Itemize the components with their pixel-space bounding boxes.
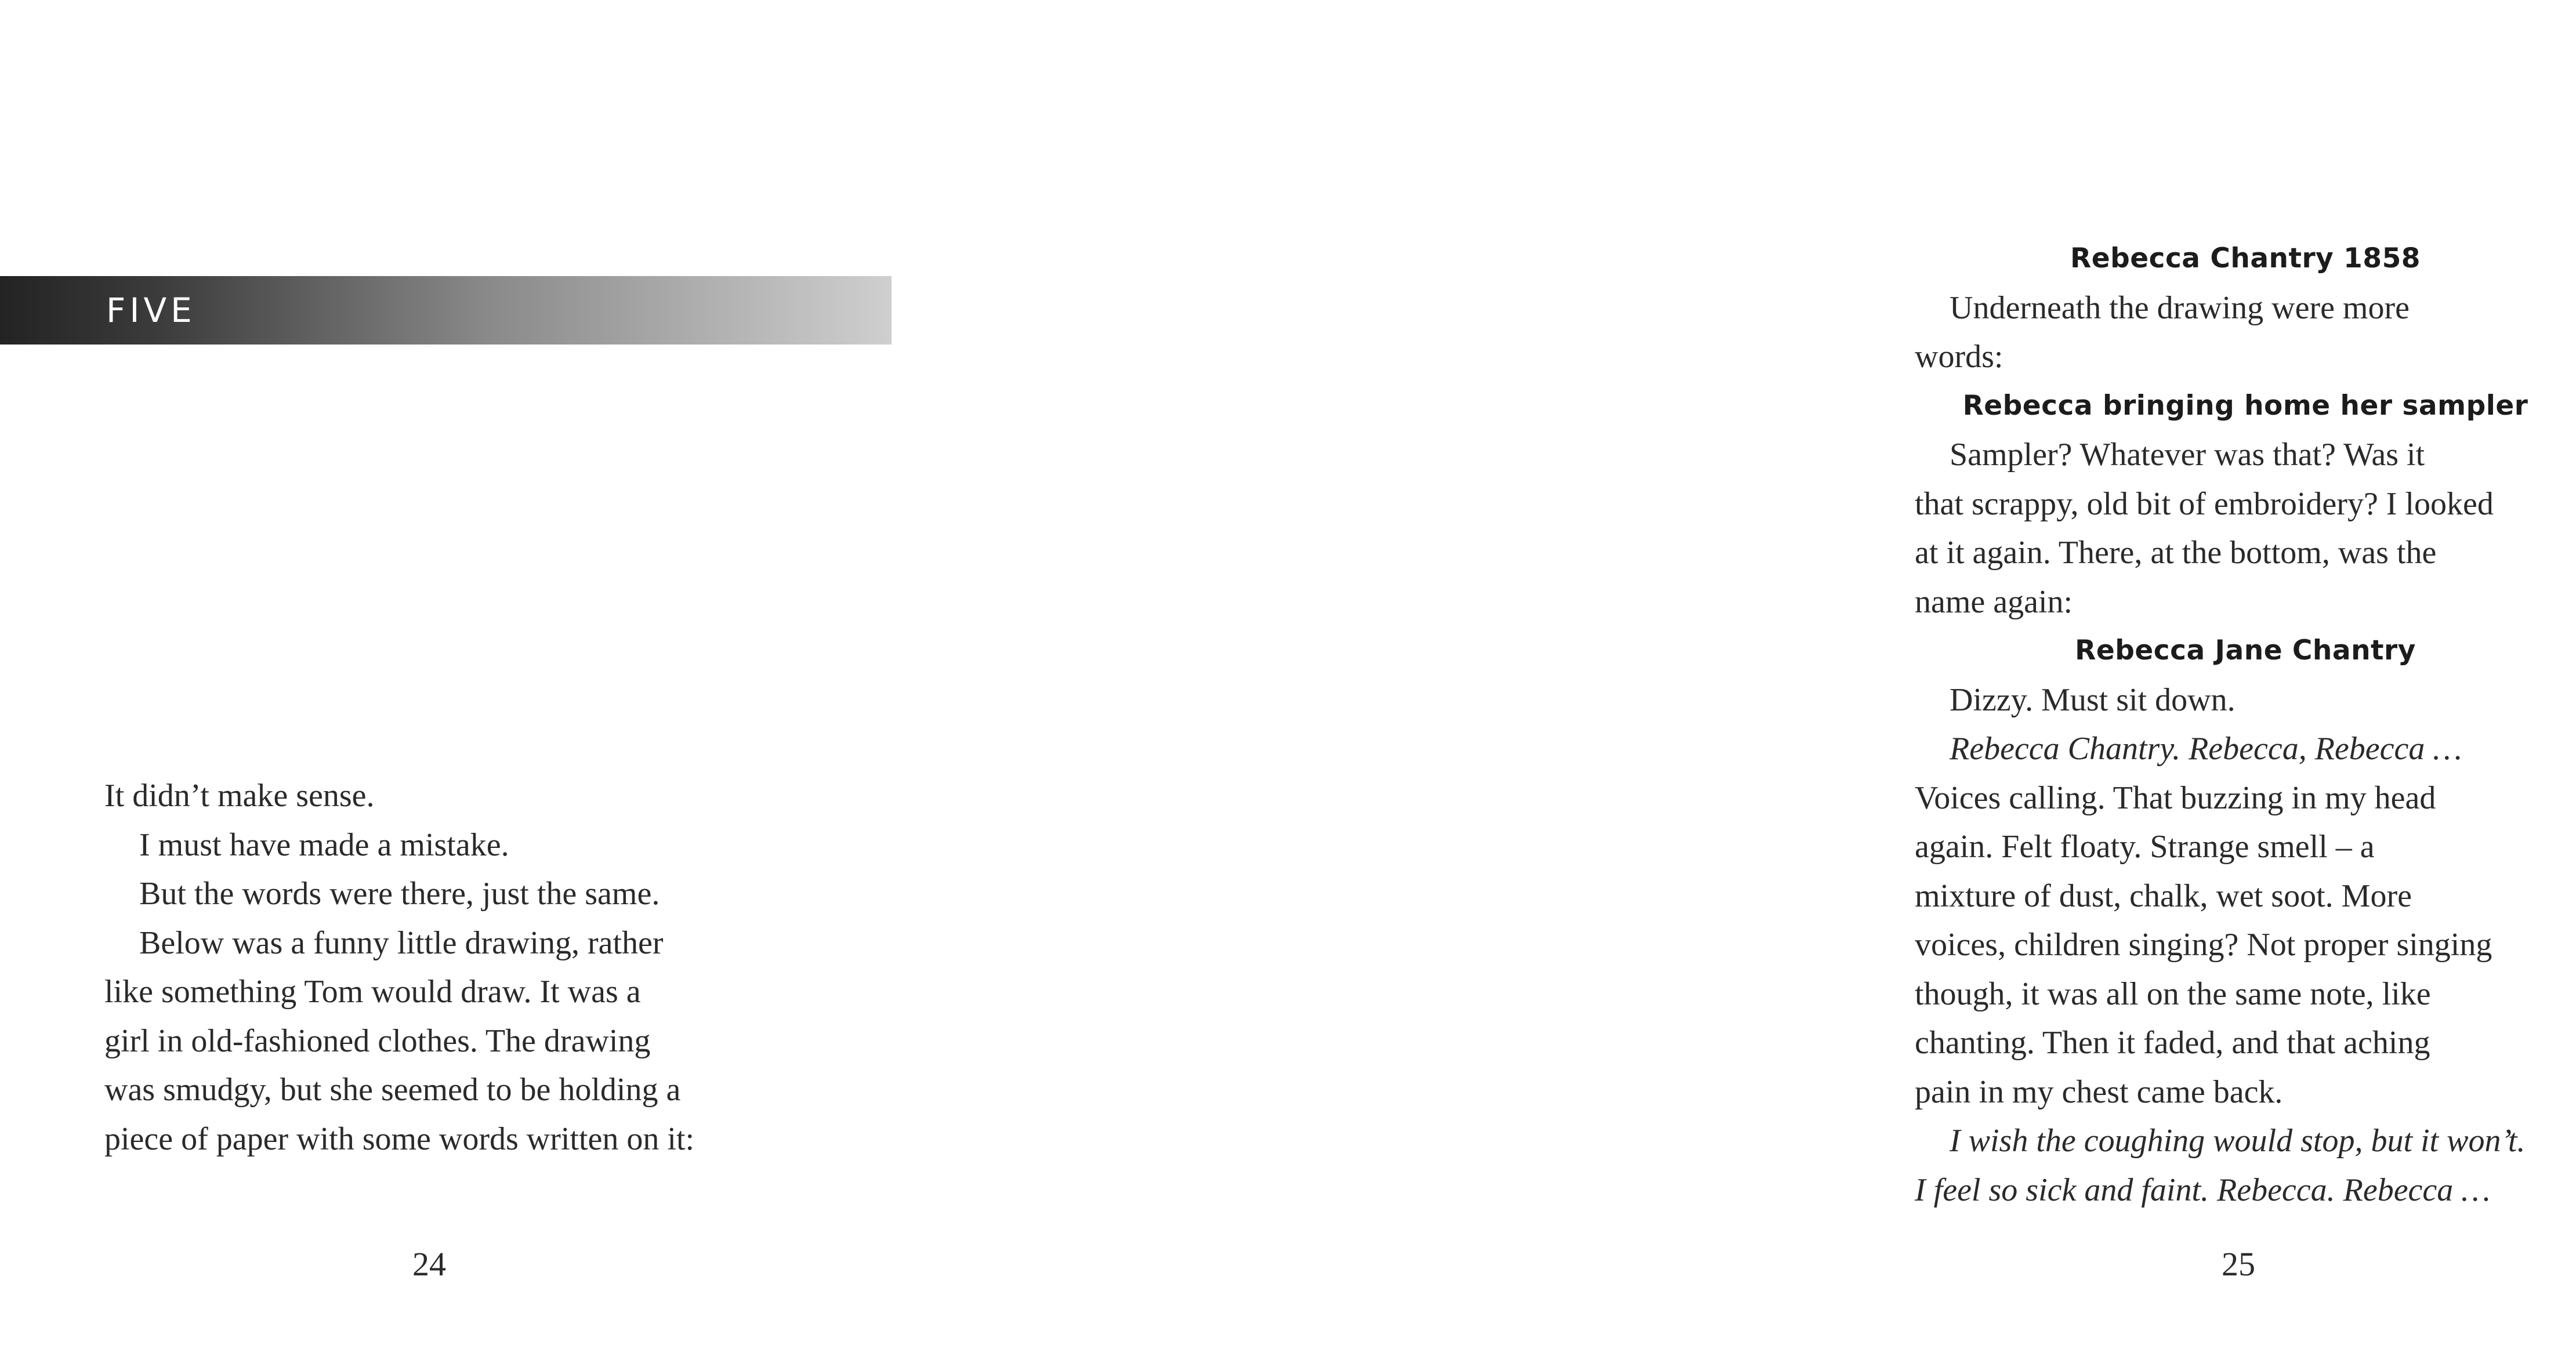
text-line: voices, children singing? Not proper singing [1915,927,2492,963]
text-line: pain in my chest came back. [1915,1074,2283,1110]
text-line: chanting. Then it faded, and that aching [1915,1025,2430,1061]
text-line: Below was a funny little drawing, rather [139,924,664,961]
italic-text-line: I wish the coughing would stop, but it won’t. [1950,1123,2526,1159]
text-line: Voices calling. That buzzing in my head [1915,779,2436,816]
text-line: Sampler? Whatever was that? Was it [1950,437,2425,473]
right-page-body [1915,234,2576,1214]
text-line: at it again. There, at the bottom, was the [1915,535,2437,571]
page-number: 25 [2222,1245,2255,1283]
handwritten-caption: Rebecca Jane Chantry [2075,635,2416,666]
handwritten-caption: Rebecca bringing home her sampler [1962,389,2528,422]
text-line: though, it was all on the same note, like [1915,976,2431,1012]
text-line: was smudgy, but she seemed to be holding a [104,1072,681,1108]
text-line: I must have made a mistake. [139,826,509,863]
text-line: words: [1915,339,2003,375]
text-line: It didn’t make sense. [104,778,375,814]
text-line: Underneath the drawing were more [1950,289,2410,326]
right-page [884,0,2528,1356]
italic-text-line: I feel so sick and faint. Rebecca. Rebecca … [1915,1172,2491,1208]
handwritten-caption: Rebecca Chantry 1858 [2070,242,2421,274]
text-line: girl in old-fashioned clothes. The drawing [104,1023,651,1059]
text-line: like something Tom would draw. It was a [104,974,641,1010]
left-page [0,0,884,1356]
page-number: 24 [412,1245,446,1283]
text-line: But the words were there, just the same. [139,876,660,912]
text-line: again. Felt floaty. Strange smell – a [1915,829,2375,865]
chapter-title: FIVE [106,291,196,330]
left-page-body [104,771,777,1163]
text-line: piece of paper with some words written on it: [104,1121,695,1157]
italic-text-line: Rebecca Chantry. Rebecca, Rebecca … [1950,731,2462,767]
text-line: Dizzy. Must sit down. [1950,681,2236,718]
text-line: name again: [1915,583,2073,620]
text-line: that scrappy, old bit of embroidery? I looked [1915,485,2494,522]
text-line: mixture of dust, chalk, wet soot. More [1915,878,2412,914]
